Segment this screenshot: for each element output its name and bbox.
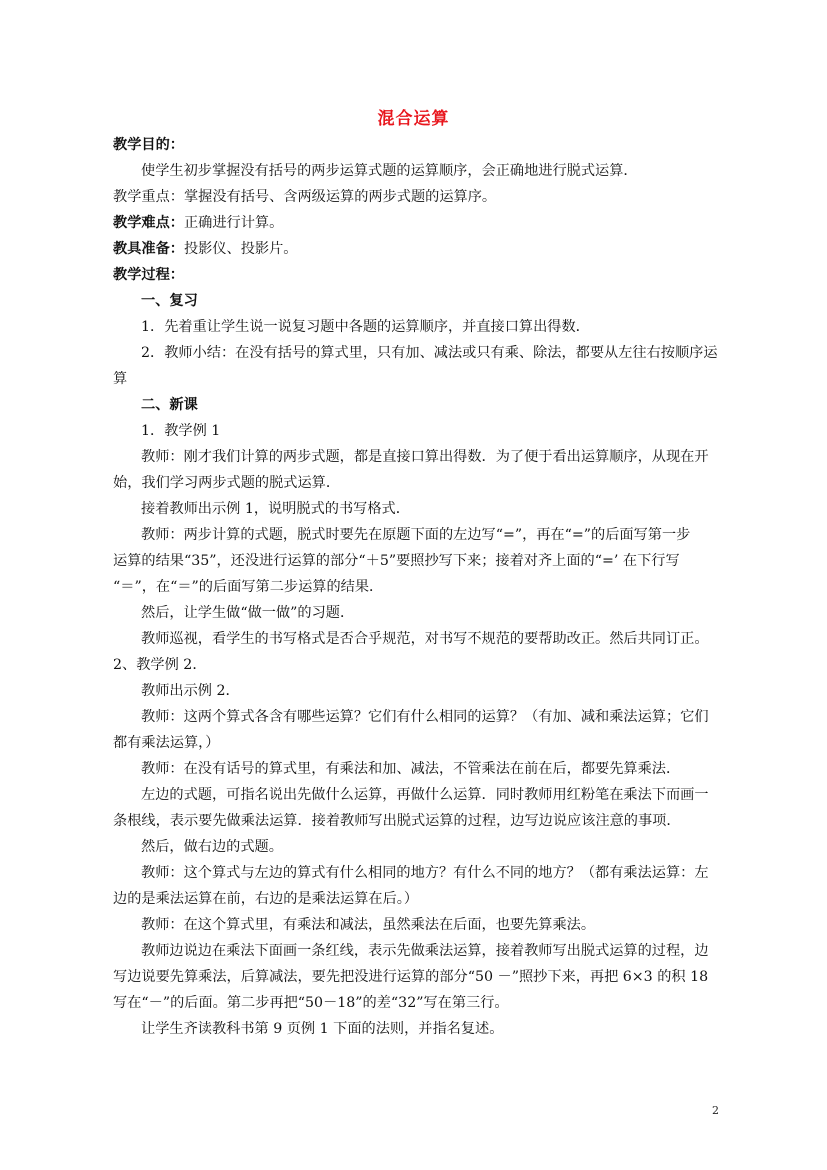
paragraph-line: 2、教学例 2． [113,657,207,673]
objective-heading: 教学目的： [113,137,184,153]
paragraph-line: 教师：刚才我们计算的两步式题，都是直接口算出得数．为了便于看出运算顺序，从现在开 [141,449,709,465]
paragraph-line: 然后，让学生做“做一做”的习题． [141,605,355,621]
page-number: 2 [712,1104,719,1117]
paragraph-line: 写边说要先算乘法，后算减法，要先把没进行运算的部分“50 －”照抄下来，再把 6×3 的积 18 [113,969,709,985]
objective-text: 使学生初步掌握没有括号的两步运算式题的运算顺序，会正确地进行脱式运算． [141,163,638,179]
paragraph-line: 然后，做右边的式题。 [141,839,283,855]
tools-line [113,236,729,262]
paragraph-line: 边的是乘法运算在前，右边的是乘法运算在后。） [113,891,419,907]
paragraph-line: 接着教师出示例 1，说明脱式的书写格式． [141,501,410,517]
paragraph-line: 算 [113,371,128,387]
document-body [113,132,729,1042]
paragraph-line: 让学生齐读教科书第 9 页例 1 下面的法则，并指名复述。 [141,1021,504,1037]
difficulty-line [113,210,729,236]
paragraph-line: 运算的结果“35”，还没进行运算的部分“＋5”要照抄写下来；接着对齐上面的“=’ 在下行写 [113,553,680,569]
paragraph-line: 条根线，表示要先做乘法运算．接着教师写出脱式运算的过程，边写边说应该注意的事项． [113,813,681,829]
section-heading-review: 一、复习 [141,293,198,309]
paragraph-line: 1．教学例 1 [141,423,221,439]
paragraph-line: 教师：在这个算式里，有乘法和减法，虽然乘法在后面，也要先算乘法。 [141,917,596,933]
tools-label: 教具准备： [113,241,184,257]
paragraph-line: 写在“－”的后面。第二步再把“50－18”的差“32”写在第三行。 [113,995,509,1011]
paragraph-line: 教师出示例 2． [141,683,240,699]
paragraph-line: 左边的式题，可指名说出先做什么运算，再做什么运算．同时教师用红粉笔在乘法下而画一 [141,787,709,803]
paragraph-line: 始，我们学习两步式题的脱式运算． [113,475,341,491]
document-title: 混合运算 [377,109,450,129]
paragraph-line: “＝”，在“＝”的后面写第二步运算的结果． [113,579,384,595]
difficulty-text: 正确进行计算。 [183,215,284,231]
paragraph-line: 教师巡视，看学生的书写格式是否合乎规范，对书写不规范的要帮助改正。然后共同订正。 [141,631,709,647]
tools-text: 投影仪、投影片。 [183,241,298,257]
keypoint-text: 掌握没有括号、含两级运算的两步式题的运算序。 [183,189,497,205]
difficulty-label: 教学难点： [113,215,184,231]
paragraph-line: 教师边说边在乘法下面画一条红线，表示先做乘法运算，接着教师写出脱式运算的过程，边 [141,943,709,959]
paragraph-line: 教师：在没有话号的算式里，有乘法和加、减法，不管乘法在前在后，都要先算乘法． [141,761,681,777]
paragraph-line: 都有乘法运算，） [113,735,220,751]
paragraph-line: 教师：这两个算式各含有哪些运算？它们有什么相同的运算？（有加、减和乘法运算；它们 [141,709,709,725]
paragraph-line: 2．教师小结：在没有括号的算式里，只有加、减法或只有乘、除法，都要从左往右按顺序运 [141,345,718,361]
paragraph-line: 1．先着重让学生说一说复习题中各题的运算顺序，并直接口算出得数． [141,319,590,335]
keypoint-line [113,184,729,210]
section-heading-new-lesson: 二、新课 [141,397,198,413]
process-heading: 教学过程： [113,267,184,283]
paragraph-line: 教师：这个算式与左边的算式有什么相同的地方？有什么不同的地方？（都有乘法运算：左 [141,865,709,881]
keypoint-label: 教学重点： [113,189,184,205]
paragraph-line: 教师：两步计算的式题，脱式时要先在原题下面的左边写“=”，再在“=”的后面写第一步 [141,527,691,543]
